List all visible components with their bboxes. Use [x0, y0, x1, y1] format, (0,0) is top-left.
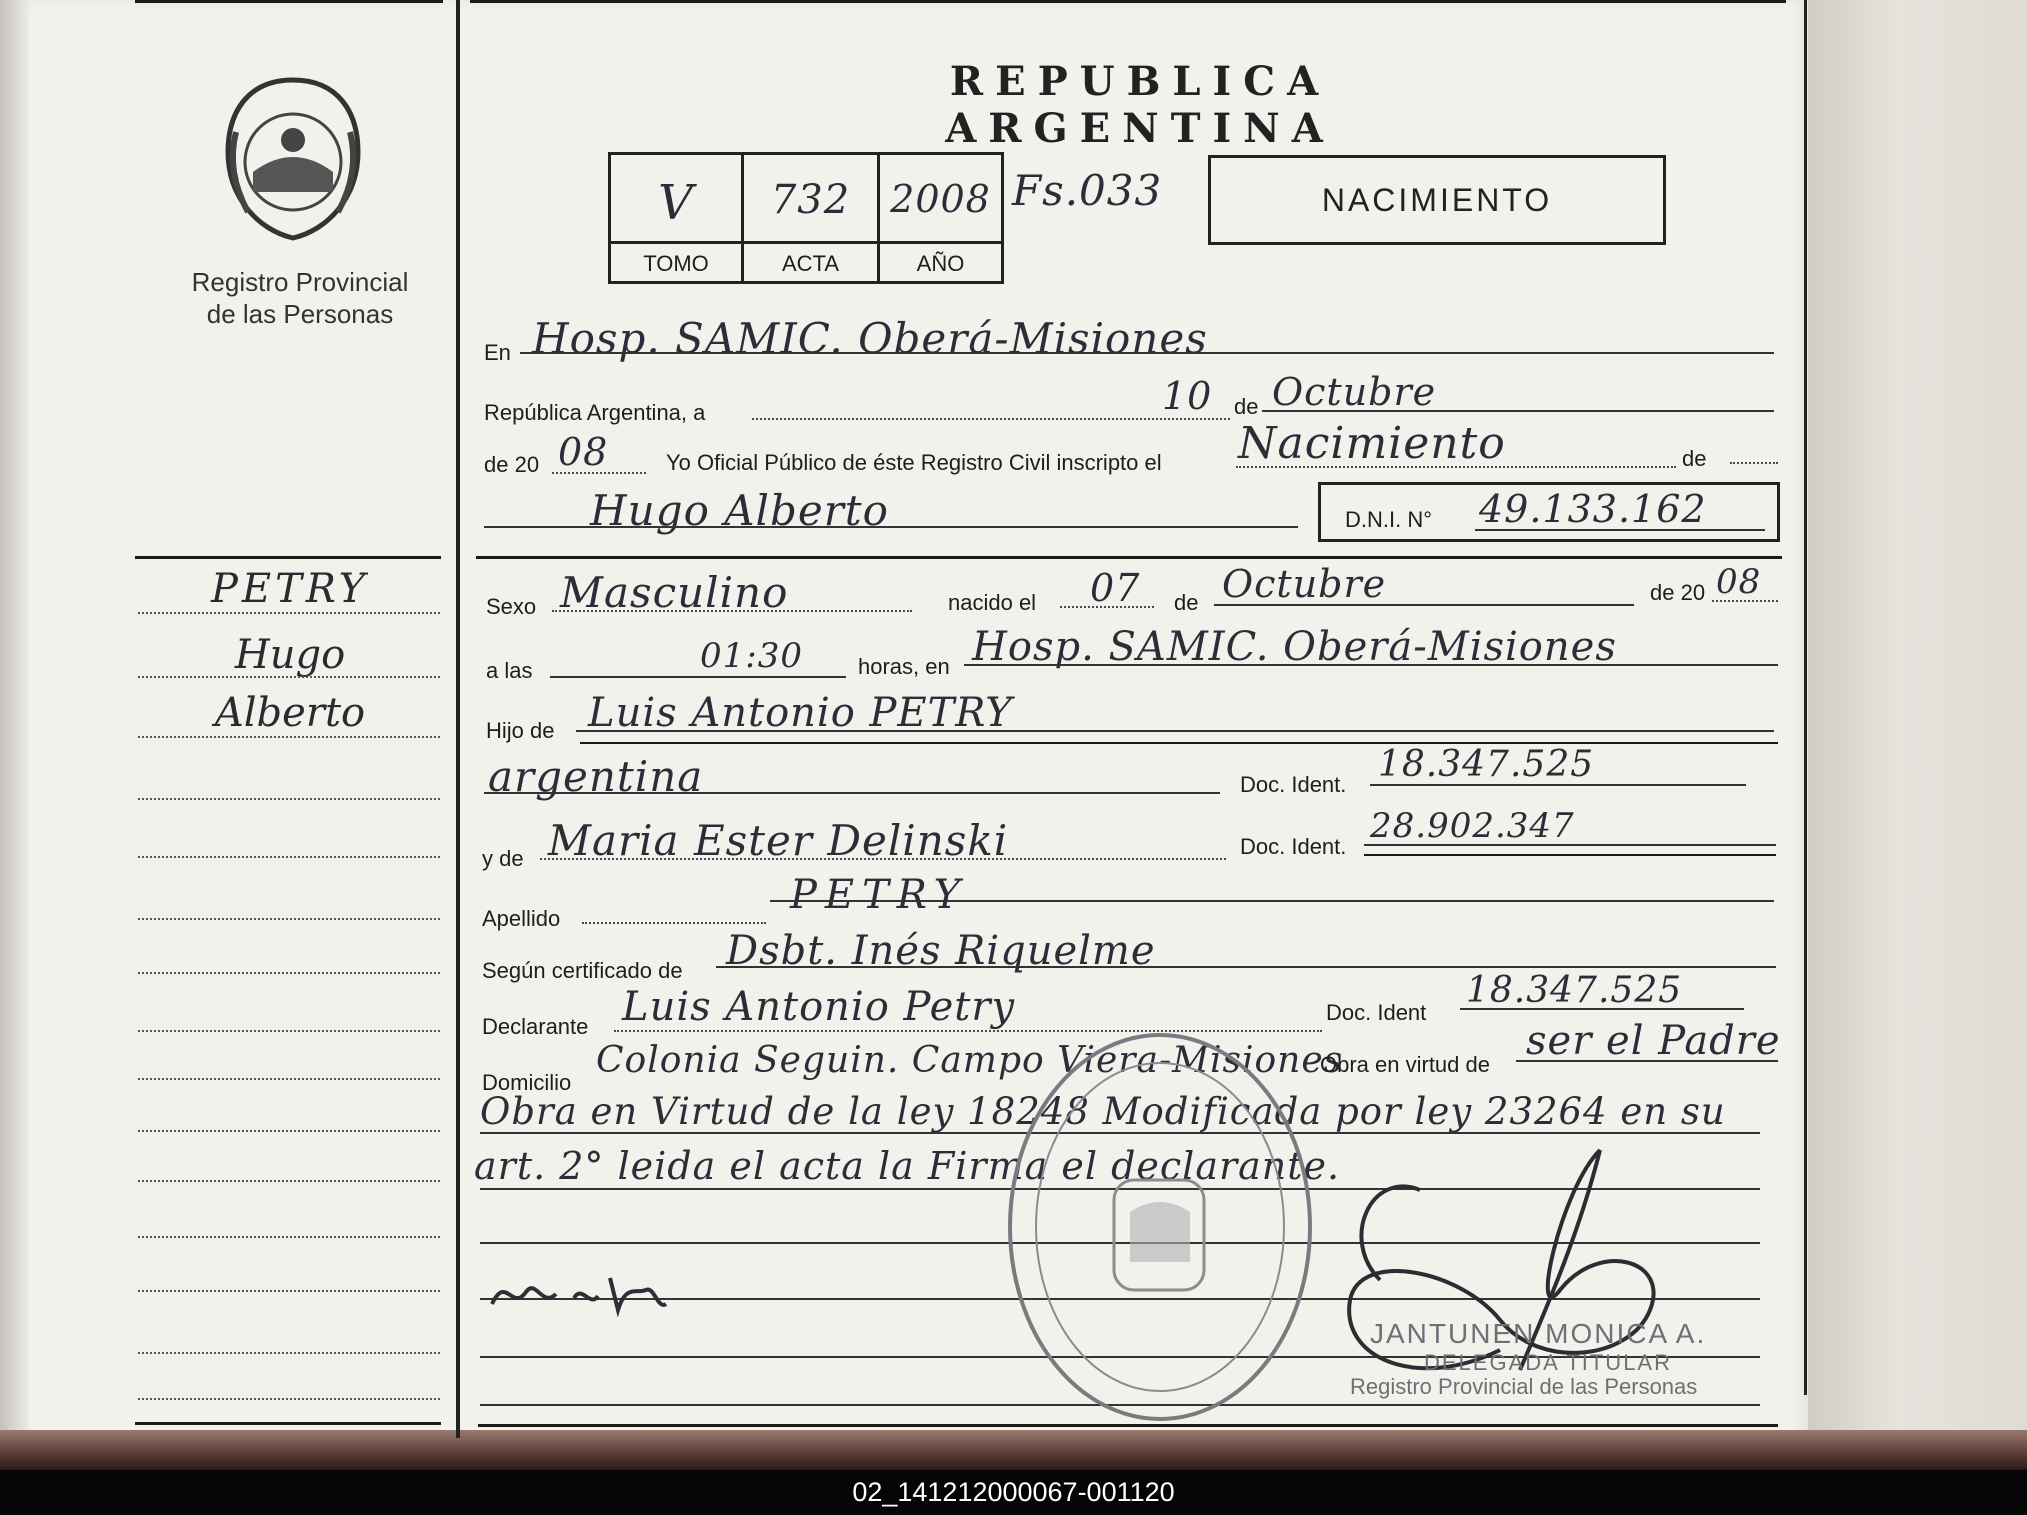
- rule: [1236, 466, 1676, 468]
- label-republica: República Argentina, a: [484, 400, 706, 425]
- official-name-stamp: [1370, 1318, 1706, 1350]
- provincial-seal-icon: [218, 72, 368, 244]
- dni-box: [1318, 482, 1780, 542]
- registry-name-line1: Registro Provincial: [191, 267, 409, 297]
- rule: [582, 922, 766, 924]
- certificate-by-value: Dsbt. Inés Riquelme: [726, 928, 1156, 974]
- stub-bottom-rule: [135, 1422, 441, 1425]
- label-declarante: Declarante: [482, 1014, 589, 1039]
- rule: [1730, 462, 1778, 464]
- year-suffix-value: 08: [558, 430, 609, 474]
- rule: [484, 526, 1298, 528]
- rule: [1364, 844, 1776, 846]
- label-nacido-el: nacido el: [948, 590, 1037, 615]
- official-title-stamp: DELEGADA TITULAR: [1424, 1350, 1672, 1375]
- rule: [1364, 854, 1776, 856]
- registry-number-table: [608, 152, 1004, 284]
- mother-name-value: Maria Ester Delinski: [548, 816, 1009, 865]
- rule: [550, 676, 846, 678]
- label-yo-oficial: Yo Oficial Público de éste Registro Civil inscripto el: [666, 450, 1162, 475]
- rule: [484, 792, 1220, 794]
- father-doc-value: 18.347.525: [1378, 744, 1595, 785]
- rule: [1262, 410, 1774, 412]
- label-en: En: [484, 340, 511, 365]
- declarant-value: Luis Antonio Petry: [622, 984, 1016, 1030]
- birth-year-suffix-value: 08: [1716, 562, 1762, 602]
- image-caption: 02_141212000067-001120: [0, 1470, 2027, 1515]
- month-value: Octubre: [1272, 370, 1437, 414]
- label-doc-ident-declarant: Doc. Ident: [1326, 1000, 1427, 1025]
- book-page-edges: [1808, 0, 2027, 1470]
- dni-value: 49.133.162: [1479, 487, 1707, 531]
- stub-middle-name: Alberto: [214, 690, 366, 736]
- stub-rule: [138, 1180, 440, 1182]
- rule: [964, 664, 1778, 666]
- label-doc-ident-mother: Doc. Ident.: [1240, 834, 1347, 859]
- stub-rule: [138, 798, 440, 800]
- stub-rule: [138, 1130, 440, 1132]
- folio-number: Fs.033: [1012, 166, 1163, 215]
- stub-rule: [138, 1352, 440, 1354]
- label-hijo-de: Hijo de: [486, 718, 555, 743]
- birth-month-value: Octubre: [1222, 562, 1387, 606]
- anio-label: AÑO: [916, 251, 965, 276]
- father-nationality-value: argentina: [488, 752, 704, 801]
- act-type-value: Nacimiento: [1238, 418, 1506, 469]
- rule: [1475, 529, 1765, 531]
- rule: [1060, 606, 1154, 608]
- stub-rule: [138, 918, 440, 920]
- official-round-stamp-icon: [1000, 1022, 1320, 1432]
- stub-surname: PETRY: [210, 566, 370, 612]
- label-domicilio: Domicilio: [482, 1070, 572, 1095]
- label-y-de: y de: [482, 846, 524, 871]
- stub-rule: [138, 1398, 440, 1400]
- birth-place-value: Hosp. SAMIC. Oberá-Misiones: [972, 624, 1617, 670]
- declarant-signature-icon: [486, 1264, 676, 1324]
- stub-rule: [138, 1236, 440, 1238]
- birth-day-value: 07: [1090, 566, 1141, 610]
- birth-time-value: 01:30: [700, 636, 803, 676]
- sex-value: Masculino: [560, 568, 789, 617]
- record-type-box: NACIMIENTO: [1208, 155, 1666, 245]
- rule: [580, 742, 1778, 744]
- rule: [1370, 784, 1746, 786]
- stub-first-name: Hugo: [234, 632, 346, 678]
- label-doc-ident: Doc. Ident.: [1240, 772, 1347, 797]
- book-spine: [0, 0, 28, 1440]
- tomo-value: V: [658, 175, 694, 231]
- official-name: JANTUNEN MONICA A.: [1370, 1318, 1707, 1349]
- stub-rule: [138, 1030, 440, 1032]
- rule: [552, 472, 646, 474]
- address-value: Colonia Seguin. Campo Viera-Misiones: [596, 1040, 1344, 1081]
- official-registry-stamp: Registro Provincial de las Personas: [1350, 1374, 1698, 1399]
- label-a-las: a las: [486, 658, 533, 683]
- anio-value: 2008: [890, 177, 991, 221]
- day-value: 10: [1162, 374, 1213, 418]
- surname-value: PETRY: [790, 872, 969, 918]
- acta-label: ACTA: [781, 251, 840, 276]
- child-name-value: Hugo Alberto: [590, 486, 889, 535]
- main-right-border: [1804, 0, 1807, 1395]
- top-rule-main: [470, 0, 1786, 3]
- rule: [1712, 600, 1778, 602]
- book-cover-edge: [0, 1430, 2027, 1470]
- stub-rule: [138, 736, 440, 738]
- mother-doc-value: 28.902.347: [1370, 806, 1575, 846]
- stub-rule: [138, 676, 440, 678]
- label-de: de: [1234, 394, 1259, 419]
- label-de-20: de 20: [484, 452, 540, 477]
- stub-name-divider: [135, 556, 441, 559]
- rule: [1460, 1008, 1744, 1010]
- rule: [770, 900, 1774, 902]
- rule: [576, 730, 1774, 732]
- rule: [716, 966, 1776, 968]
- stub-rule: [138, 1290, 440, 1292]
- note-line-2: art. 2° leida el acta la Firma el declarante.: [474, 1144, 1341, 1188]
- label-de-20-end: de 20: [1650, 580, 1706, 605]
- label-horas-en: horas, en: [858, 654, 950, 679]
- label-de-3: de: [1174, 590, 1199, 615]
- country-title: REPUBLICA ARGENTINA: [945, 58, 1335, 152]
- label-de-2: de: [1682, 446, 1707, 471]
- section-rule: [476, 556, 1782, 559]
- stub-rule: [138, 612, 440, 614]
- label-apellido: Apellido: [482, 906, 561, 931]
- stub-rule: [138, 1078, 440, 1080]
- acta-value: 732: [770, 177, 851, 223]
- stub-divider: [456, 0, 460, 1438]
- registry-name: [160, 266, 440, 330]
- rule: [552, 610, 912, 612]
- rule: [1214, 604, 1634, 606]
- stub-rule: [138, 856, 440, 858]
- rule: [520, 352, 1774, 354]
- label-dni: D.N.I. N°: [1345, 507, 1433, 532]
- registry-name-line2: de las Personas: [206, 299, 394, 329]
- top-rule-stub: [135, 0, 443, 3]
- label-obra-en-virtud: Obra en virtud de: [1320, 1052, 1490, 1077]
- note-line-1: Obra en Virtud de la ley 18248 Modificada por ley 23264 en su: [480, 1090, 1726, 1133]
- father-name-value: Luis Antonio PETRY: [588, 690, 1013, 736]
- label-sexo: Sexo: [486, 594, 537, 619]
- tomo-label: TOMO: [643, 251, 709, 276]
- rule: [752, 418, 1230, 420]
- stub-rule: [138, 972, 440, 974]
- rule: [1516, 1060, 1778, 1062]
- label-segun-certificado: Según certificado de: [482, 958, 683, 983]
- declarant-doc-value: 18.347.525: [1466, 970, 1683, 1011]
- by-virtue-value: ser el Padre: [1526, 1018, 1781, 1064]
- rule: [540, 858, 1226, 860]
- place-value: Hosp. SAMIC. Oberá-Misiones: [532, 314, 1208, 363]
